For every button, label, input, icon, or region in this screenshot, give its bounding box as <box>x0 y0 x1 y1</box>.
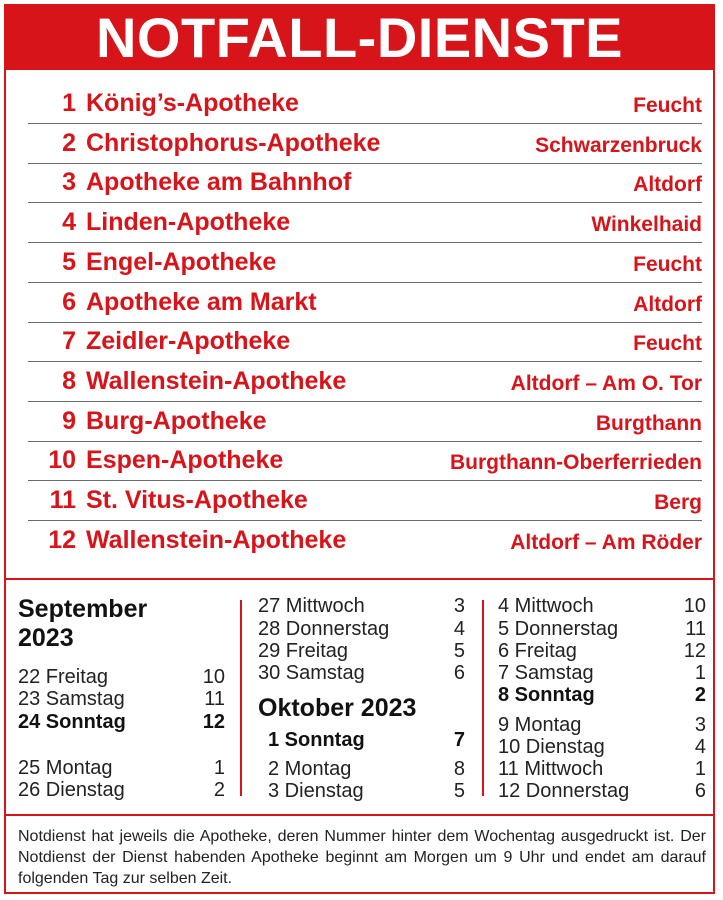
pharmacy-city: Schwarzenbruck <box>535 133 702 157</box>
calendar-day-label: 29 Freitag <box>258 640 349 662</box>
calendar-day-label: 12 Donnerstag <box>498 780 630 802</box>
month-title-september <box>18 595 147 653</box>
pharmacy-row <box>28 481 702 521</box>
pharmacy-row <box>28 362 702 402</box>
pharmacy-name: Zeidler-Apotheke <box>86 327 291 356</box>
calendar-pharmacy-number: 5 <box>453 780 465 802</box>
pharmacy-row <box>28 163 702 203</box>
calendar-day-label: 2 Montag <box>268 758 352 780</box>
calendar-day-label: 6 Freitag <box>498 640 577 662</box>
calendar-pharmacy-number: 12 <box>202 711 225 733</box>
calendar-day-label: 30 Samstag <box>258 662 365 684</box>
calendar-pharmacy-number: 11 <box>685 618 706 640</box>
pharmacy-city: Altdorf <box>633 292 702 316</box>
calendar-pharmacy-number: 2 <box>213 779 225 801</box>
pharmacy-city: Burgthann <box>595 411 702 435</box>
pharmacy-city: Burgthann-Oberferrieden <box>449 451 702 475</box>
calendar-day-row <box>258 662 465 684</box>
calendar-day-label: 1 Sonntag <box>268 729 365 751</box>
pharmacy-row <box>28 441 702 481</box>
calendar-day-row <box>18 757 225 779</box>
pharmacy-row <box>28 402 702 442</box>
calendar-day-label: 26 Dienstag <box>18 779 125 801</box>
calendar-day-row <box>18 688 225 710</box>
calendar-day-row <box>258 640 465 662</box>
pharmacy-name: St. Vitus-Apotheke <box>86 486 308 514</box>
page-title: NOTFALL-DIENSTE <box>95 6 624 69</box>
pharmacy-city: Altdorf – Am O. Tor <box>510 371 702 395</box>
pharmacy-number: 4 <box>62 208 76 237</box>
calendar-day-row <box>18 711 225 733</box>
pharmacy-city: Feucht <box>633 252 702 276</box>
calendar-pharmacy-number: 2 <box>694 684 706 706</box>
pharmacy-city: Altdorf – Am Röder <box>510 530 702 554</box>
pharmacy-name: Wallenstein-Apotheke <box>86 525 347 554</box>
calendar-pharmacy-number: 4 <box>453 618 465 640</box>
calendar-day-row <box>498 684 706 706</box>
calendar-pharmacy-number: 11 <box>204 688 225 710</box>
pharmacy-name: Apotheke am Bahnhof <box>86 168 352 197</box>
pharmacy-number: 6 <box>62 287 76 316</box>
footnote: Notdienst hat jeweils die Apotheke, deren Nummer hinter dem Wochentag ausgedruckt ist. Der Notdienst der Dienst habenden Apotheke beginnt am Morgen um 9 Uhr und endet am darauf folgenden Tag zur selben Zeit. <box>18 828 706 887</box>
calendar-day-row <box>18 666 225 688</box>
calendar-day-label: 28 Donnerstag <box>258 618 390 640</box>
calendar-day-label: 27 Mittwoch <box>258 595 365 617</box>
pharmacy-number: 2 <box>62 128 76 157</box>
pharmacy-row <box>28 84 702 124</box>
calendar-pharmacy-number: 10 <box>683 595 706 617</box>
pharmacy-city: Feucht <box>633 332 702 356</box>
pharmacy-number: 3 <box>62 168 76 197</box>
calendar-pharmacy-number: 12 <box>683 640 706 662</box>
calendar-day-label: 3 Dienstag <box>268 780 364 802</box>
pharmacy-number: 9 <box>62 406 76 435</box>
calendar-day-row <box>268 780 465 802</box>
calendar-day-label: 7 Samstag <box>498 662 594 684</box>
calendar-pharmacy-number: 10 <box>202 666 225 688</box>
calendar-pharmacy-number: 5 <box>453 640 465 662</box>
calendar-pharmacy-number: 3 <box>453 595 465 617</box>
calendar-day-row <box>498 758 706 780</box>
calendar-pharmacy-number: 1 <box>694 758 706 780</box>
calendar-day-label: 8 Sonntag <box>498 684 595 706</box>
pharmacy-name: Linden-Apotheke <box>86 208 291 237</box>
calendar-day-label: 25 Montag <box>18 757 113 779</box>
pharmacy-row <box>28 283 702 323</box>
calendar-day-row <box>268 729 465 751</box>
calendar-day-row <box>258 618 465 640</box>
pharmacy-city: Winkelhaid <box>591 213 702 237</box>
calendar-day-row <box>268 758 465 780</box>
month-title-october: Oktober 2023 <box>258 694 417 722</box>
pharmacy-number: 12 <box>48 525 76 554</box>
month-title-line2: 2023 <box>18 624 74 652</box>
calendar-pharmacy-number: 7 <box>453 729 465 751</box>
pharmacy-city: Feucht <box>633 94 702 117</box>
calendar-day-row <box>498 662 706 684</box>
pharmacy-name: Wallenstein-Apotheke <box>86 366 347 395</box>
calendar-day-row <box>258 595 465 617</box>
calendar-day-row <box>18 779 225 801</box>
pharmacy-row <box>28 203 702 243</box>
calendar-day-label: 11 Mittwoch <box>498 758 604 780</box>
section-divider <box>5 578 714 580</box>
calendar-day-row <box>498 640 706 662</box>
pharmacy-name: Engel-Apotheke <box>86 247 277 276</box>
calendar-day-row <box>498 595 706 617</box>
calendar-pharmacy-number: 1 <box>213 757 225 779</box>
pharmacy-row <box>28 521 702 560</box>
pharmacy-number: 5 <box>62 247 76 276</box>
pharmacy-number: 1 <box>62 89 76 117</box>
calendar-day-row <box>498 736 706 758</box>
pharmacy-number: 7 <box>62 327 76 356</box>
pharmacy-row <box>28 243 702 283</box>
calendar-pharmacy-number: 1 <box>694 662 706 684</box>
calendar-day-label: 23 Samstag <box>18 688 125 710</box>
pharmacy-name: Apotheke am Markt <box>86 287 317 316</box>
pharmacy-row <box>28 322 702 362</box>
calendar-day-row <box>498 618 706 640</box>
pharmacy-name: Espen-Apotheke <box>86 446 284 475</box>
calendar-day-label: 5 Donnerstag <box>498 618 619 640</box>
calendar-day-row <box>498 780 706 802</box>
calendar-day-label: 10 Dienstag <box>498 736 605 758</box>
calendar-pharmacy-number: 6 <box>694 780 706 802</box>
calendar-day-label: 24 Sonntag <box>18 711 126 733</box>
calendar-day-label: 22 Freitag <box>18 666 109 688</box>
calendar-day-label: 9 Montag <box>498 714 582 736</box>
pharmacy-number: 10 <box>48 446 76 475</box>
calendar-day-row <box>498 714 706 736</box>
pharmacy-name: Christophorus-Apotheke <box>86 128 381 157</box>
calendar-day-label: 4 Mittwoch <box>498 595 594 617</box>
column-divider-2 <box>482 600 484 796</box>
pharmacy-name: Burg-Apotheke <box>86 406 267 435</box>
month-title-line1: September <box>18 595 148 623</box>
calendar-pharmacy-number: 8 <box>453 758 465 780</box>
column-divider-1 <box>240 600 242 796</box>
header-banner <box>4 4 715 70</box>
pharmacy-row <box>28 124 702 164</box>
pharmacy-number: 8 <box>62 366 76 395</box>
pharmacy-city: Berg <box>654 491 702 514</box>
calendar-pharmacy-number: 4 <box>694 736 706 758</box>
pharmacy-name: König’s-Apotheke <box>86 89 299 117</box>
pharmacy-city: Altdorf <box>633 173 702 197</box>
footnote-divider <box>5 814 714 816</box>
calendar-pharmacy-number: 6 <box>453 662 465 684</box>
pharmacy-number: 11 <box>49 486 76 514</box>
calendar-pharmacy-number: 3 <box>694 714 706 736</box>
